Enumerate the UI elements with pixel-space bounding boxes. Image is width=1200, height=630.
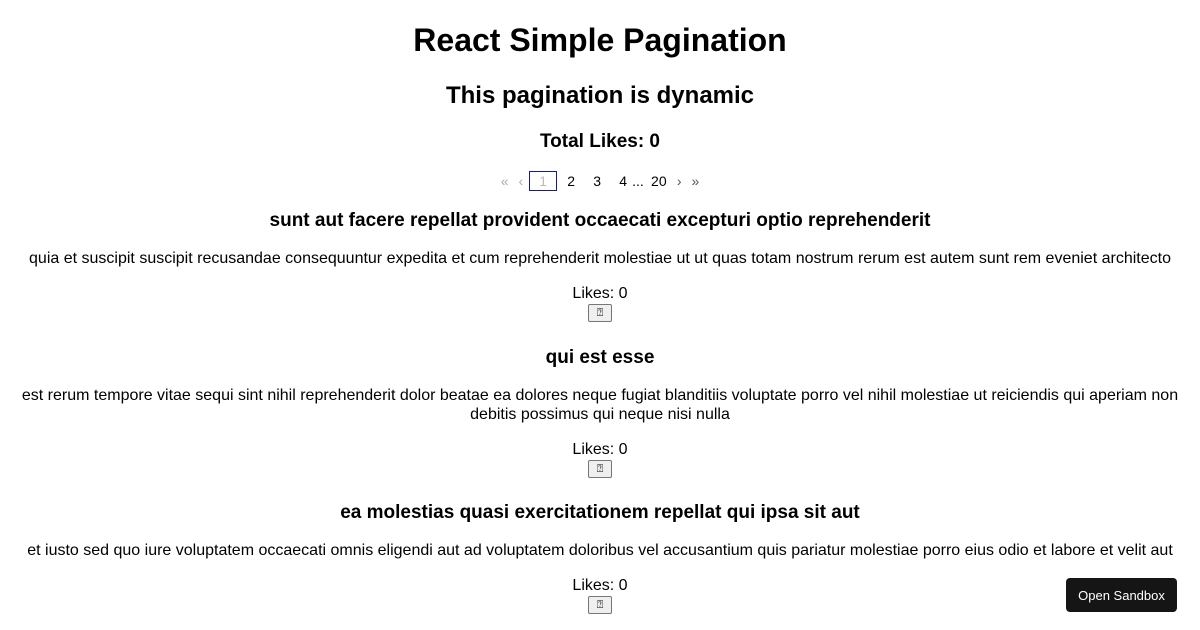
page-button-4[interactable]: 4 [619,173,628,189]
post-body: quia et suscipit suscipit recusandae consequuntur expedita et cum reprehenderit molestiae ut ut quas totam nostrum rerum est autem sunt rem eveniet architecto [29,250,1171,267]
like-icon: ⍰ [596,306,604,319]
post-item [0,501,1200,614]
post-likes: Likes: 0 [572,577,628,594]
open-sandbox-button[interactable]: Open Sandbox [1066,578,1177,612]
post-title: ea molestias quasi exercitationem repellat qui ipsa sit aut [340,502,860,523]
like-icon: ⍰ [596,598,604,611]
last-page-icon[interactable]: » [691,173,700,189]
like-icon: ⍰ [596,462,604,475]
post-title: qui est esse [545,347,655,368]
page-button-last[interactable]: 20 [651,173,667,189]
post-body: est rerum tempore vitae sequi sint nihil reprehenderit dolor beatae ea dolores neque fugiat blanditiis voluptate porro vel nihil molestiae ut reiciendis qui aperiam non debitis possimus qui neque nisi nulla [21,387,1179,423]
post-body: et iusto sed quo iure voluptatem occaecati omnis eligendi aut ad voluptatem doloribus vel accusantium quis pariatur molestiae porro eius odio et labore et velit aut [27,542,1173,559]
prev-page-icon[interactable]: ‹ [518,173,524,189]
post-likes: Likes: 0 [572,285,628,302]
post-item [0,209,1200,322]
total-likes: Total Likes: 0 [539,131,660,152]
next-page-icon[interactable]: › [676,173,682,189]
page-button-3[interactable]: 3 [593,173,602,189]
like-button[interactable] [588,460,612,478]
like-button[interactable] [588,596,612,614]
page-ellipsis: ... [632,173,644,189]
page-button-2[interactable]: 2 [567,173,576,189]
post-likes: Likes: 0 [572,441,628,458]
post-item [0,346,1200,478]
like-button[interactable] [588,304,612,322]
pagination [0,170,1200,192]
page-title: React Simple Pagination [413,22,787,58]
post-title: sunt aut facere repellat provident occaecati excepturi optio reprehenderit [269,210,931,231]
page-button-1[interactable]: 1 [529,171,557,191]
first-page-icon[interactable]: « [500,173,509,189]
page-subtitle: This pagination is dynamic [445,82,755,109]
